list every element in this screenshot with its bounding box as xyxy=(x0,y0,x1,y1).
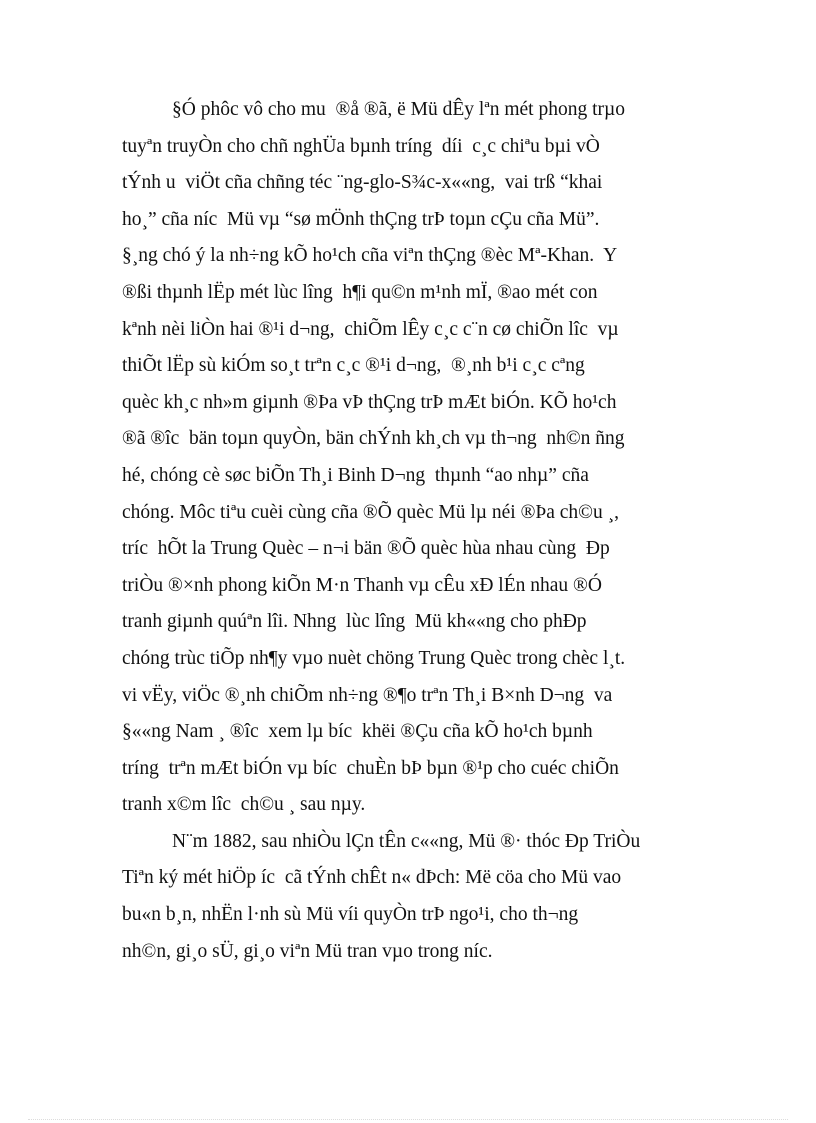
page-bottom-divider xyxy=(28,1119,788,1120)
paragraph-1-line: ®ã ®îc bän toµn quyÒn, bän chÝnh kh¸ch vµ th¬ng nh©n ñng xyxy=(122,428,625,450)
body-text xyxy=(122,92,692,970)
paragraph-1-line: kªnh nèi liÒn hai ®¹i d¬ng, chiÕm lÊy c¸c c¨n cø chiÕn lîc vµ xyxy=(122,318,619,340)
paragraph-1-line: chóng. Môc tiªu cuèi cùng cña ®Õ quèc Mü lµ néi ®Þa ch©u ¸, xyxy=(122,501,619,523)
paragraph-1-line: tÝnh u viÖt cña chñng téc ¨ng-glo-S¾c-x««ng, vai trß “khai xyxy=(122,172,603,194)
paragraph-1-line: ®ßi thµnh lËp mét lùc lîng h¶i qu©n m¹nh mÏ, ®ao mét con xyxy=(122,281,598,303)
paragraph-1-line: tranh x©m lîc ch©u ¸ sau nµy. xyxy=(122,794,366,816)
paragraph-1-line: §¸ng chó ý la nh÷ng kÕ ho¹ch cña viªn thÇng ®èc Mª-Khan. Y xyxy=(122,245,618,267)
paragraph-1-line: ho¸” cña níc Mü vµ “sø mÖnh thÇng trÞ toµn cÇu cña Mü”. xyxy=(122,208,600,230)
paragraph-1-line: tranh giµnh quúªn lîi. Nhng lùc lîng Mü kh««ng cho phÐp xyxy=(122,611,587,633)
paragraph-2-line: Tiªn ký mét hiÖp íc cã tÝnh chÊt n« dÞch: Më cöa cho Mü vao xyxy=(122,867,622,889)
paragraph-1-line: vi vËy, viÖc ®¸nh chiÕm nh÷ng ®¶o trªn Th¸i B×nh D¬ng va xyxy=(122,684,613,706)
paragraph-1-line: triÒu ®×nh phong kiÕn M·n Thanh vµ cÊu xÐ lÉn nhau ®Ó xyxy=(122,574,602,596)
paragraph-1-line: quèc kh¸c nh»m giµnh ®Þa vÞ thÇng trÞ mÆt biÓn. KÕ ho¹ch xyxy=(122,391,617,413)
paragraph-1-line: thiÕt lËp sù kiÓm so¸t trªn c¸c ®¹i d¬ng, ®¸nh b¹i c¸c cªng xyxy=(122,355,585,377)
paragraph-1-line: hé, chóng cè søc biÕn Th¸i Binh D¬ng thµnh “ao nhµ” cña xyxy=(122,464,589,486)
paragraph-1-line: §««ng Nam ¸ ®îc xem lµ bíc khëi ®Çu cña kÕ ho¹ch bµnh xyxy=(122,721,593,743)
paragraph-1-line: §Ó phôc vô cho mu ®å ®ã, ë Mü dÊy lªn mét phong trµo xyxy=(172,99,625,120)
paragraph-1-line: tríng trªn mÆt biÓn vµ bíc chuÈn bÞ bµn ®¹p cho cuéc chiÕn xyxy=(122,757,619,779)
paragraph-2-line: nh©n, gi¸o sÜ, gi¸o viªn Mü tran vµo trong níc. xyxy=(122,940,493,962)
paragraph-1-line: tríc hÕt la Trung Quèc – n¬i bän ®Õ quèc hùa nhau cùng Đp xyxy=(122,538,610,560)
paragraph-1-line: tuyªn truyÒn cho chñ nghÜa bµnh tríng díi c¸c chiªu bµi vÒ xyxy=(122,135,600,157)
paragraph-2-line: N¨m 1882, sau nhiÒu lÇn tÊn c««ng, Mü ®· thóc Đp TriÒu xyxy=(172,830,641,852)
paragraph-1-line: chóng trùc tiÕp nh¶y vµo nuèt chöng Trung Quèc trong chèc l¸t. xyxy=(122,647,626,669)
paragraph-2-line: bu«n b¸n, nhËn l·nh sù Mü víi quyÒn trÞ ngo¹i, cho th¬ng xyxy=(122,904,579,926)
